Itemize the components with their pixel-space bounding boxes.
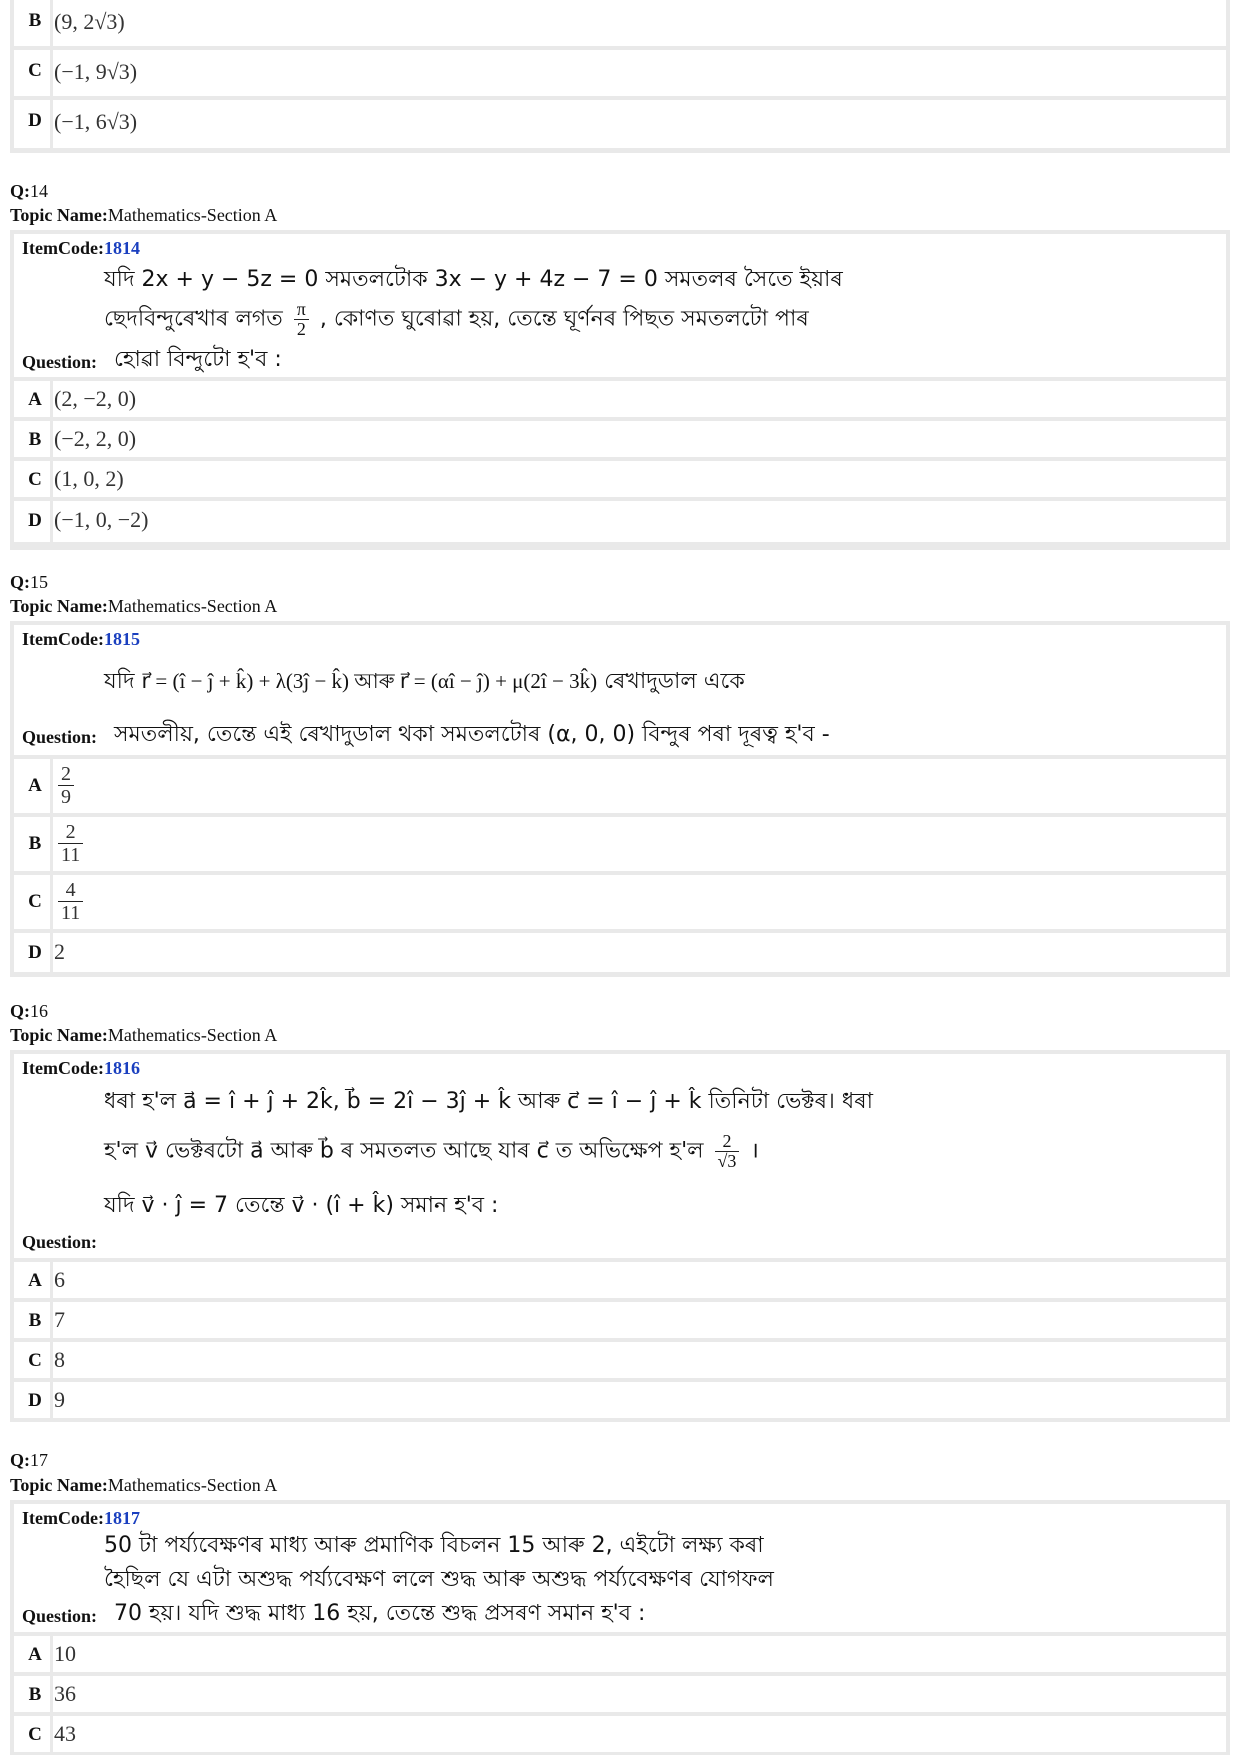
option-row[interactable] [14,1636,1226,1672]
option-letter: D [28,110,42,131]
question-text-line: সমতলীয়, তেন্তে এই ৰেখাদুডাল থকা সমতলটোৰ (α, 0, 0) বিন্দুৰ পৰা দূৰত্ব হ'ব - [114,722,830,747]
fraction: $\frac{\pi}{2}$ [294,300,309,339]
option-letter: A [28,1644,42,1665]
option-row[interactable] [14,1382,1226,1418]
question-text-line: ছেদবিন্দুৰেখাৰ লগত $\frac{\pi}{2}$ , কোণত ঘুৰোৱা হয়, তেন্তে ঘূৰ্ণনৰ পিছত সমতলটো পাৰ [104,299,809,339]
option-fraction: $\frac{2}{11}$ [54,821,87,866]
question-text-line: 70 হয়। যদি শুদ্ধ মাধ্য 16 হয়, তেন্তে শুদ্ধ প্ৰসৰণ সমান হ'ব : [114,1601,646,1626]
option-letter: D [28,1390,42,1411]
option-text: 43 [54,1721,76,1746]
item-code: ItemCode:1816 [22,1058,140,1078]
option-row[interactable] [14,50,1226,96]
option-row[interactable] [14,421,1226,457]
option-text: 6 [54,1267,65,1292]
option-letter: C [28,469,42,490]
option-letter: B [28,1684,42,1705]
question-card [14,234,1226,377]
option-letter: B [28,833,42,854]
option-text: (−2, 2, 0) [54,426,137,451]
question-text-line: যদি 2x + y − 5z = 0 সমতলটোক 3x − y + 4z − 7 = 0 সমতলৰ সৈতে ইয়াৰ [104,267,843,292]
topic-name: Topic Name:Mathematics-Section A [10,1475,278,1495]
item-code: ItemCode:1817 [22,1508,140,1528]
option-letter: D [28,942,42,963]
option-text: (−1, 0, −2) [54,507,149,532]
question-card [14,1054,1226,1258]
option-text: (−1, 6√3) [54,109,138,134]
question-text-line: ধৰা হ'ল a⃗ = î + ĵ + 2k̂, b⃗ = 2î − 3ĵ + k̂ আৰু c⃗ = î − ĵ + k̂ তিনিটা ভেক্টৰ। ধৰা [104,1089,874,1114]
q15-block [10,621,1230,977]
option-text: (−1, 9√3) [54,59,138,84]
option-row[interactable] [14,461,1226,497]
option-fraction: $\frac{2}{9}$ [54,763,78,808]
option-letter: C [28,891,42,912]
topic-name: Topic Name:Mathematics-Section A [10,205,278,225]
question-number: Q:17 [10,1450,48,1470]
option-letter: A [28,775,42,796]
option-row[interactable] [14,1302,1226,1338]
option-row[interactable] [14,0,1226,46]
option-text: (1, 0, 2) [54,466,124,491]
option-text: 10 [54,1641,76,1666]
option-letter: C [28,1350,42,1371]
option-row[interactable] [14,381,1226,417]
q14-block [10,230,1230,550]
option-letter: B [28,429,42,450]
question-number: Q:14 [10,181,48,201]
question-text-line: যদি v⃗ · ĵ = 7 তেন্তে v⃗ · (î + k̂) সমান হ'ব : [104,1193,499,1218]
option-letter: A [28,389,42,410]
q13-options-block [10,0,1230,153]
question-card [14,625,1226,755]
option-fraction: $\frac{4}{11}$ [54,879,87,924]
option-letter: B [28,1310,42,1331]
fraction: $\frac{2}{√3}$ [715,1132,740,1171]
q16-block [10,1050,1230,1422]
option-text: 8 [54,1347,65,1372]
question-text-line: হ'ল v⃗ ভেক্টৰটো a⃗ আৰু b⃗ ৰ সমতলত আছে যাৰ c⃗ ত অভিক্ষেপ হ'ল $\frac{2}{√3}$ । [104,1131,759,1171]
option-row[interactable] [14,1342,1226,1378]
question-label: Question: [22,1232,98,1252]
option-letter: A [28,1270,42,1291]
option-row[interactable] [14,501,1226,542]
item-code: ItemCode:1815 [22,629,140,649]
q17-block [10,1500,1230,1755]
option-text: 36 [54,1681,76,1706]
topic-name: Topic Name:Mathematics-Section A [10,1025,278,1045]
question-card [14,1504,1226,1632]
option-letter: C [28,60,42,81]
option-text: 7 [54,1307,65,1332]
question-label: Question: [22,727,98,747]
option-row[interactable] [14,817,1226,871]
question-number: Q:16 [10,1001,48,1021]
option-row[interactable] [14,1262,1226,1298]
option-text: 2 [54,939,65,964]
question-label: Question: [22,1606,98,1626]
option-row[interactable] [14,100,1226,148]
option-row[interactable] [14,1716,1226,1752]
item-code: ItemCode:1814 [22,238,140,258]
question-text-line: 50 টা পৰ্য্যবেক্ষণৰ মাধ্য আৰু প্ৰমাণিক বিচলন 15 আৰু 2, এইটো লক্ষ্য কৰা [104,1533,764,1558]
option-letter: D [28,510,42,531]
option-row[interactable] [14,759,1226,813]
option-text: 9 [54,1387,65,1412]
question-text-line: হোৱা বিন্দুটো হ'ব : [114,347,282,372]
topic-name: Topic Name:Mathematics-Section A [10,596,278,616]
option-letter: B [28,10,42,31]
option-row[interactable] [14,933,1226,972]
option-text: (2, −2, 0) [54,386,137,411]
option-text: (9, 2√3) [54,9,125,34]
option-letter: C [28,1724,42,1745]
question-text-line: যদি r⃗ = (î − ĵ + k̂) + λ(3ĵ − k̂) আৰু r⃗ = (αî − ĵ) + μ(2î − 3k̂) ৰেখাদুডাল একে [104,669,745,694]
option-row[interactable] [14,1676,1226,1712]
question-label: Question: [22,352,98,372]
question-number: Q:15 [10,572,48,592]
option-row[interactable] [14,875,1226,929]
question-text-line: হৈছিল যে এটা অশুদ্ধ পৰ্য্যবেক্ষণ ললে শুদ্ধ আৰু অশুদ্ধ পৰ্য্যবেক্ষণৰ যোগফল [104,1567,774,1592]
